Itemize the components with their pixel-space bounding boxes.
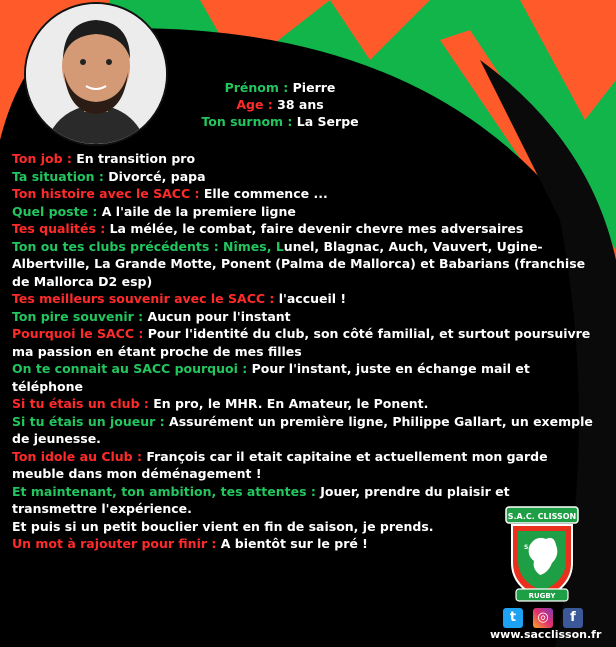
qa-label: Ta situation : (12, 168, 104, 184)
qa-label: Quel poste : (12, 203, 98, 219)
qa-label: Et maintenant, ton ambition, tes attentes : (12, 483, 316, 499)
qa-item-clubs (12, 238, 597, 291)
qa-label: Ton idole au Club : (12, 448, 142, 464)
qa-item-club (12, 395, 597, 413)
qa-label: Tes qualités : (12, 221, 106, 236)
qa-item-histoire (12, 185, 597, 203)
twitter-icon[interactable]: t (503, 608, 523, 628)
person-illustration (26, 4, 166, 144)
qa-item-qualites (12, 220, 597, 238)
qa-answer: A bientôt sur le pré ! (220, 536, 368, 551)
qa-answer: La mélée, le combat, faire devenir chevre mes adversaires (109, 221, 524, 236)
qa-answer: l'accueil ! (278, 291, 347, 306)
qa-label: Ton ou tes clubs précédents : Nîmes, L (12, 238, 284, 254)
qa-answer: En pro, le MHR. En Amateur, le Ponent. (153, 396, 429, 411)
profile-photo (24, 2, 168, 146)
qa-item-meilleur-souvenir (12, 290, 597, 308)
qa-item-job (12, 150, 597, 168)
age-line (150, 97, 410, 112)
qa-answer: Elle commence ... (203, 186, 328, 201)
qa-answer: Pour l'identité du club, son côté familial, et surtout poursuivre ma passion en étant proche de mes filles (12, 326, 591, 359)
website-link[interactable]: www.sacclisson.fr (490, 628, 602, 641)
qa-answer: Et puis si un petit bouclier vient en fin de saison, je prends. (12, 518, 434, 534)
qa-item-situation (12, 168, 597, 186)
instagram-icon[interactable]: ◎ (533, 608, 553, 628)
qa-label: Un mot à rajouter pour finir : (12, 536, 217, 551)
prenom-line (150, 80, 410, 95)
qa-answer: En transition pro (76, 151, 196, 166)
club-logo (502, 505, 582, 605)
qa-answer: Aucun pour l'instant (147, 308, 291, 324)
surnom-line (150, 114, 410, 129)
qa-answer: Pour l'instant, juste en échange mail et téléphone (12, 361, 530, 394)
facebook-icon[interactable]: f (563, 608, 583, 628)
qa-item-poste (12, 203, 597, 221)
surnom-label: Ton surnom : (201, 114, 293, 129)
qa-label: Tes meilleurs souvenir avec le SACC : (12, 291, 275, 306)
age-value: 38 ans (277, 97, 324, 112)
qa-item-connait (12, 360, 597, 395)
qa-item-pourquoi (12, 325, 597, 360)
prenom-label: Prénom : (224, 80, 289, 95)
qa-label: Si tu étais un joueur : (12, 413, 165, 429)
qa-answer: Jouer, prendre du plaisir et transmettre l'expérience. (12, 483, 510, 516)
qa-label: On te connait au SACC pourquoi : (12, 361, 248, 376)
logo-shield-text: SAC (524, 544, 538, 551)
qa-answer: unel, Blagnac, Auch, Vauvert, Ugine-Albertville, La Grande Motte, Ponent (Palma de Mallorca) et Babarians (franchise de Mallorca D2 esp) (12, 238, 586, 289)
qa-answer: Assurément un première ligne, Philippe Gallart, un exemple de jeunesse. (12, 413, 593, 446)
qa-item-pire-souvenir (12, 308, 597, 326)
surnom-value: La Serpe (296, 114, 359, 129)
logo-top-text: S.A.C. CLISSON (507, 512, 577, 521)
qa-label: Ton job : (12, 151, 72, 166)
qa-list (12, 150, 597, 553)
qa-answer: François car il etait capitaine et actuellement mon garde meuble dans mon déménagement ! (12, 448, 548, 481)
qa-label: Ton pire souvenir : (12, 308, 144, 324)
qa-label: Pourquoi le SACC : (12, 326, 144, 341)
qa-item-joueur (12, 413, 597, 448)
qa-label: Ton histoire avec le SACC : (12, 186, 200, 201)
qa-answer: Divorcé, papa (108, 168, 206, 184)
qa-item-idole (12, 448, 597, 483)
qa-answer: A l'aile de la premiere ligne (101, 203, 296, 219)
prenom-value: Pierre (292, 80, 336, 95)
logo-bottom-text: RUGBY (528, 592, 556, 600)
qa-label: Si tu étais un club : (12, 396, 149, 411)
age-label: Age : (236, 97, 273, 112)
